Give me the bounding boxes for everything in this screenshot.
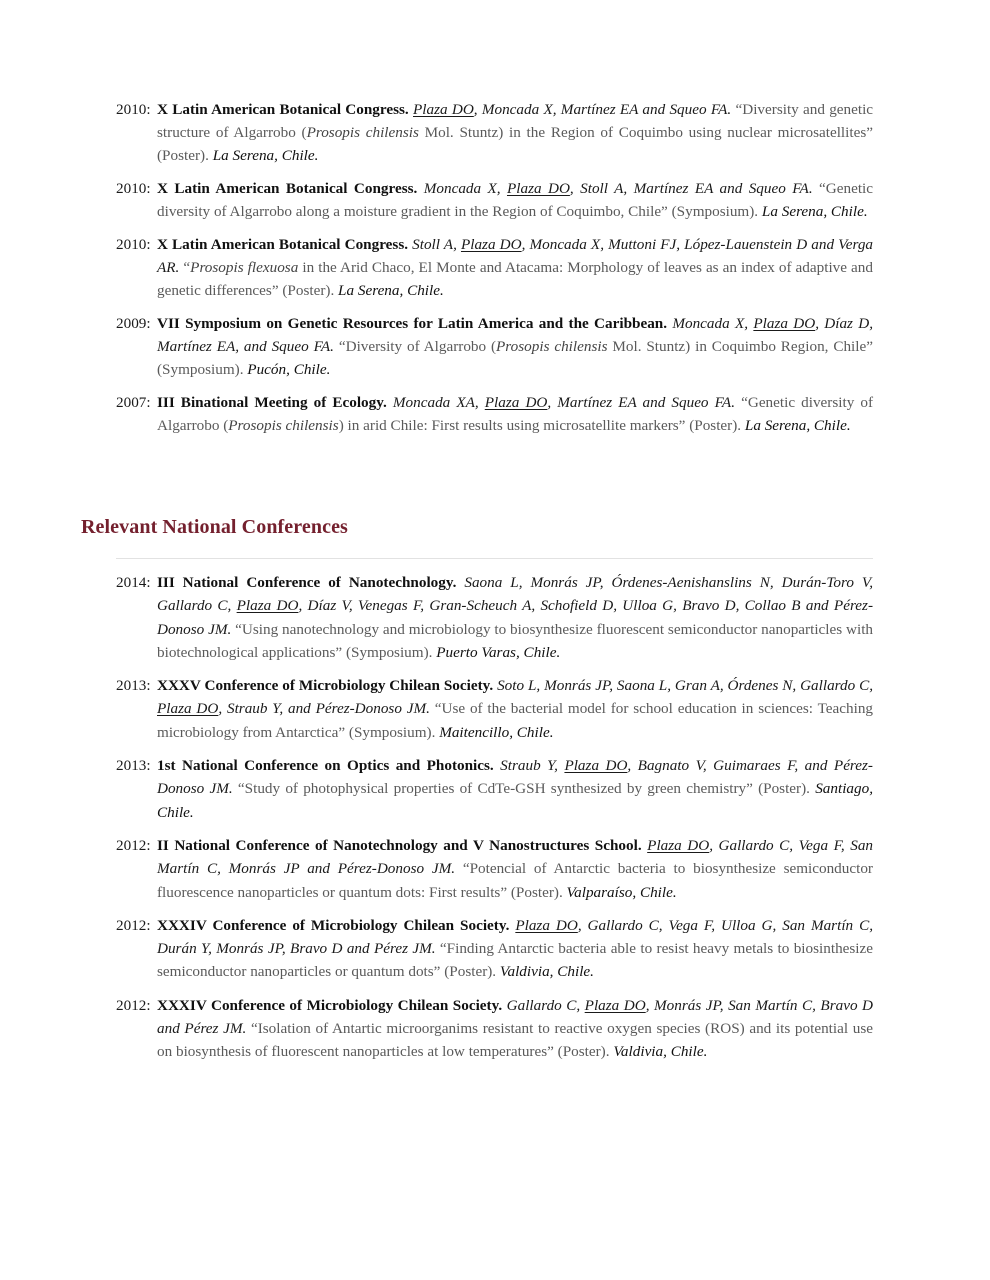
authors-before: Saona L, Monrás JP, Órdenes-Aenishanslins N, Durán-Toro V, Gallardo C, xyxy=(157,574,873,615)
conference-entry xyxy=(116,233,873,302)
presentation-title: “Finding Antarctic bacteria able to resist heavy metals to biosinthesize semiconductor nanoparticles or quantum dots” (Poster). xyxy=(157,940,874,981)
presentation-title-end: Mol. Stuntz) in the Region of Coquimbo using nuclear microsatellites” (Poster). xyxy=(157,124,873,164)
presentation-title: “Diversity and genetic structure of Algarrobo ( xyxy=(157,101,874,141)
authors-after: , Straub Y, and Pérez-Donoso JM. xyxy=(218,700,430,718)
presentation-title: “Study of photophysical properties of CdTe-GSH synthesized by green chemistry” (Poster). xyxy=(237,780,810,798)
entry-year: 2010: xyxy=(116,236,151,253)
presentation-title: “Using nanotechnology and microbiology to biosynthesize fluorescent semiconductor nanoparticles with biotechnological applications” (Symposium). xyxy=(157,620,874,661)
entry-year: 2014: xyxy=(116,574,151,591)
location: La Serena, Chile. xyxy=(761,203,868,220)
authors-before: Moncada XA, xyxy=(392,394,485,411)
authors-before: Stoll A, xyxy=(412,236,461,253)
authors-after: , Monrás JP, San Martín C, Bravo D and Pérez JM. xyxy=(157,996,874,1038)
location: La Serena, Chile. xyxy=(212,147,319,164)
conference-entry xyxy=(116,674,873,744)
self-author: Plaza DO xyxy=(753,315,816,332)
conference-name: X Latin American Botanical Congress. xyxy=(157,180,418,197)
conference-name: XXXIV Conference of Microbiology Chilean Society. xyxy=(157,916,510,934)
presentation-title: “Isolation of Antartic microorganims resistant to reactive oxygen species (ROS) and its potential use on biosynthesis of fluorescent nanoparticles at low temperatures” (Poster). xyxy=(157,1020,873,1061)
location: Puerto Varas, Chile. xyxy=(436,643,561,661)
conference-entry xyxy=(116,98,873,167)
location: Valparaíso, Chile. xyxy=(566,883,677,901)
conference-entry xyxy=(116,754,873,824)
entry-year: 2012: xyxy=(116,996,151,1014)
authors-after: , Moncada X, Martínez EA and Squeo FA. xyxy=(473,101,732,118)
authors-after: , Gallardo C, Vega F, Ulloa G, San Martín C, Durán Y, Monrás JP, Bravo D and Pérez JM. xyxy=(157,916,873,958)
conference-entry xyxy=(116,312,873,381)
conference-entry xyxy=(116,177,873,223)
presentation-title: “ xyxy=(183,259,191,276)
self-author: Plaza DO xyxy=(506,180,570,197)
presentation-title: “Diversity of Algarrobo ( xyxy=(338,338,497,355)
authors-after: , Díaz D, Martínez EA, and Squeo FA. xyxy=(157,315,874,355)
authors-before: Moncada X, xyxy=(672,315,754,332)
entry-year: 2010: xyxy=(116,101,151,118)
species-name: Prosopis chilensis xyxy=(496,338,608,355)
authors-after: , Bagnato V, Guimaraes F, and Pérez-Donoso JM. xyxy=(157,757,873,798)
conference-name: VII Symposium on Genetic Resources for Latin America and the Caribbean. xyxy=(157,315,668,332)
conference-name: XXXV Conference of Microbiology Chilean Society. xyxy=(157,677,494,695)
section-divider xyxy=(116,558,873,559)
international-conference-list xyxy=(116,98,873,447)
entry-year: 2012: xyxy=(116,916,151,934)
national-conference-list xyxy=(116,571,873,1074)
self-author: Plaza DO xyxy=(413,101,474,118)
conference-name: III National Conference of Nanotechnology. xyxy=(157,574,457,591)
conference-entry xyxy=(116,834,873,904)
authors-after: , Stoll A, Martínez EA and Squeo FA. xyxy=(569,180,813,197)
authors-before: Moncada X, xyxy=(423,180,507,197)
species-name: Prosopis flexuosa xyxy=(190,259,299,276)
conference-name: XXXIV Conference of Microbiology Chilean Society. xyxy=(157,996,503,1014)
location: Pucón, Chile. xyxy=(247,361,331,378)
authors-after: , Díaz V, Venegas F, Gran-Scheuch A, Schofield D, Ulloa G, Bravo D, Collao B and Pérez-Donoso JM. xyxy=(157,597,873,638)
conference-name: 1st National Conference on Optics and Photonics. xyxy=(157,757,494,775)
authors-after: , Gallardo C, Vega F, San Martín C, Monrás JP and Pérez-Donoso JM. xyxy=(157,836,874,878)
self-author: Plaza DO xyxy=(647,836,710,854)
entry-year: 2013: xyxy=(116,757,151,775)
species-name: Prosopis chilensis xyxy=(228,417,339,434)
presentation-title: “Genetic diversity of Algarrobo ( xyxy=(157,394,874,434)
conference-entry xyxy=(116,391,873,437)
conference-name: II National Conference of Nanotechnology and V Nanostructures School. xyxy=(157,836,642,854)
location: Santiago, Chile. xyxy=(157,780,874,821)
presentation-title: “Potencial of Antarctic bacteria to biosynthesize semiconductor fluorescence nanoparticles or quantum dots: First results” (Poster). xyxy=(157,860,873,901)
entry-year: 2010: xyxy=(116,180,151,197)
authors-before: Gallardo C, xyxy=(506,996,585,1014)
self-author: Plaza DO xyxy=(236,597,299,615)
conference-name: X Latin American Botanical Congress. xyxy=(157,101,409,118)
self-author: Plaza DO xyxy=(157,700,219,718)
conference-entry xyxy=(116,571,873,664)
authors-before: Soto L, Monrás JP, Saona L, Gran A, Órdenes N, Gallardo C, xyxy=(497,677,874,695)
location: Maitencillo, Chile. xyxy=(439,723,554,741)
self-author: Plaza DO xyxy=(564,757,628,775)
entry-year: 2007: xyxy=(116,394,151,411)
entry-year: 2012: xyxy=(116,836,151,854)
presentation-title: “Genetic diversity of Algarrobo along a moisture gradient in the Region of Coquimbo, Chile” (Symposium). xyxy=(157,180,873,220)
self-author: Plaza DO xyxy=(460,236,522,253)
presentation-title: “Use of the bacterial model for school education in sciences: Teaching microbiology from Antarctica” (Symposium). xyxy=(157,700,874,741)
presentation-title-end: in the Arid Chaco, El Monte and Atacama: Morphology of leaves as an index of adaptive and genetic differences” (Poster). xyxy=(157,259,873,299)
location: La Serena, Chile. xyxy=(338,282,444,299)
location: Valdivia, Chile. xyxy=(613,1043,708,1061)
location: Valdivia, Chile. xyxy=(499,963,594,981)
authors-after: , Martínez EA and Squeo FA. xyxy=(547,394,736,411)
self-author: Plaza DO xyxy=(584,996,646,1014)
authors-after: , Moncada X, Muttoni FJ, López-Lauenstein D and Verga AR. xyxy=(157,236,874,276)
presentation-title-end: ) in arid Chile: First results using microsatellite markers” (Poster). xyxy=(338,417,742,434)
species-name: Prosopis chilensis xyxy=(306,124,419,141)
conference-entry xyxy=(116,994,873,1064)
conference-entry xyxy=(116,914,873,984)
conference-name: X Latin American Botanical Congress. xyxy=(157,236,409,253)
entry-year: 2009: xyxy=(116,315,151,332)
location: La Serena, Chile. xyxy=(744,417,851,434)
authors-before: Straub Y, xyxy=(500,757,565,775)
presentation-title-end: Mol. Stuntz) in Coquimbo Region, Chile” (Symposium). xyxy=(157,338,873,378)
entry-year: 2013: xyxy=(116,677,151,695)
self-author: Plaza DO xyxy=(484,394,548,411)
section-heading: Relevant National Conferences xyxy=(81,516,348,538)
conference-name: III Binational Meeting of Ecology. xyxy=(157,394,387,411)
self-author: Plaza DO xyxy=(515,916,578,934)
